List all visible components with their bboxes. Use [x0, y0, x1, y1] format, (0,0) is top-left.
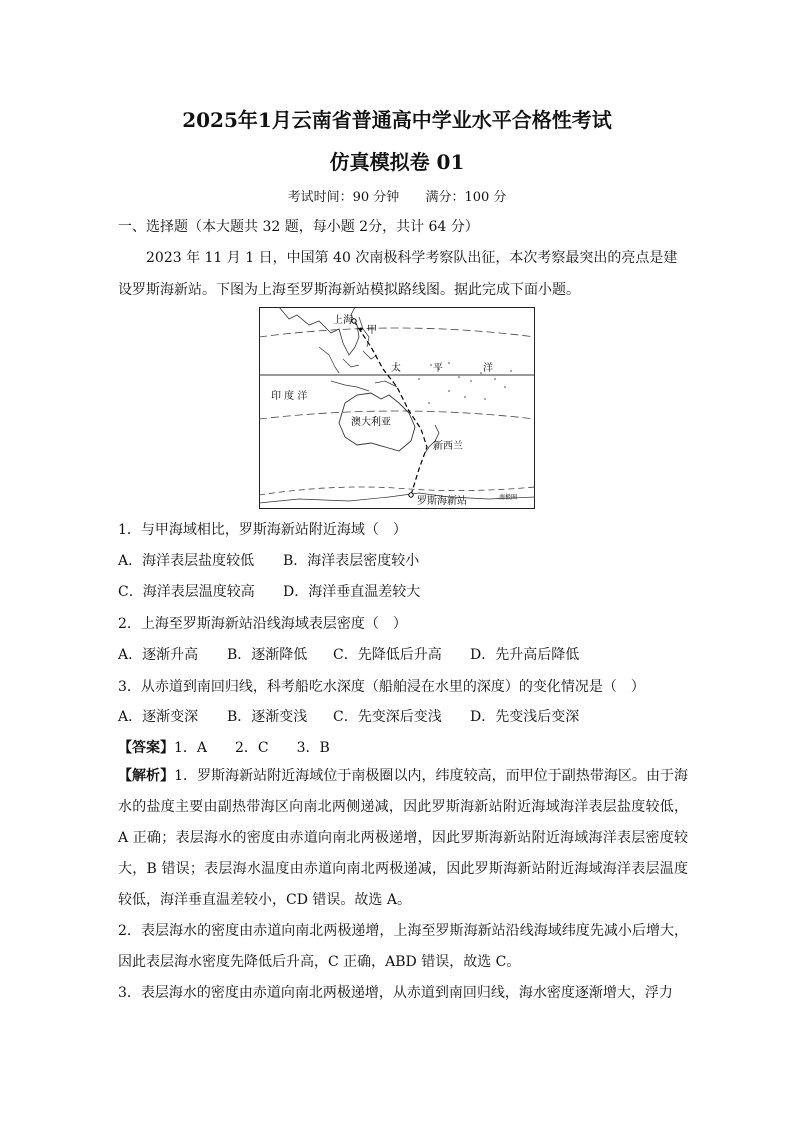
question-stem-line1: 2023 年 11 月 1 日，中国第 40 次南极科学考察队出征，本次考察最突出的亮点是建: [146, 250, 678, 266]
analysis-label: 【解析】: [118, 768, 175, 784]
full-score: 满分：100 分: [425, 190, 507, 205]
label-yang: 洋: [483, 363, 493, 374]
option-1d: D．海洋垂直温差较大: [283, 584, 421, 600]
option-3d: D．先变浅后变深: [470, 709, 580, 725]
question-1-options-row2: [118, 581, 688, 601]
jia-point: [360, 328, 363, 331]
label-new-zealand: 新西兰: [433, 441, 463, 452]
analysis-text-1: 1．罗斯海新站附近海域位于南极圈以内，纬度较高，而甲位于副热带海区。由于海水的盐度主要由副热带海区向南北两侧递减，因此罗斯海新站附近海域海洋表层盐度较低，A 正确；表层海水的密度由赤道向南北两极递增，因此罗斯海新站附近海域海洋表层密度较大，B 错误；表层海水温度由赤道向南北两极递减，因此罗斯海新站附近海域海洋表层温度较低，海洋垂直温差较小，CD 错误。故选 A。: [118, 768, 688, 908]
section-heading: 一、选择题（本大题共 32 题，每小题 2分，共计 64 分）: [118, 219, 479, 235]
question-1-stem: 1．与甲海域相比，罗斯海新站附近海域（ ）: [118, 522, 407, 538]
answer-text: 1．A 2．C 3．B: [174, 740, 330, 756]
option-2a: A．逐渐升高: [118, 647, 199, 663]
label-antarctic-circle: 南极圈: [499, 494, 518, 501]
option-3a: A．逐渐变深: [118, 709, 199, 725]
option-2c: C．先降低后升高: [333, 647, 442, 663]
label-ping: 平: [433, 363, 443, 374]
answer-label: 【答案】: [118, 740, 174, 756]
label-tai: 太: [391, 363, 401, 374]
route-map-figure: [259, 307, 535, 509]
label-jia: 甲: [367, 325, 377, 336]
option-3c: C．先变深后变浅: [333, 709, 442, 725]
option-2b: B．逐渐降低: [227, 647, 308, 663]
ross-station-point: [409, 493, 413, 497]
exam-subtitle: 仿真模拟卷 01: [329, 150, 465, 174]
exam-info: [0, 186, 794, 205]
exam-title: 2025年1月云南省普通高中学业水平合格性考试: [182, 108, 612, 132]
label-indian-ocean: 印 度 洋: [271, 391, 308, 402]
option-1b: B．海洋表层密度较小: [283, 553, 420, 569]
question-stem-line2: 设罗斯海新站。下图为上海至罗斯海新站模拟路线图。据此完成下面小题。: [118, 282, 580, 298]
exam-time: 考试时间：90 分钟: [287, 190, 400, 205]
label-shanghai: 上海: [333, 315, 353, 326]
question-2-options: [118, 644, 688, 664]
option-3b: B．逐渐变浅: [227, 709, 308, 725]
option-2d: D．先升高后降低: [470, 647, 580, 663]
option-1a: A．海洋表层盐度较低: [118, 553, 255, 569]
label-ross-station: 罗斯海新站: [417, 496, 467, 507]
answer-line: [118, 737, 688, 757]
label-australia: 澳大利亚: [351, 417, 391, 428]
question-1-options-row1: [118, 550, 688, 570]
option-1c: C．海洋表层温度较高: [118, 584, 255, 600]
analysis-paragraph-1: [118, 761, 688, 916]
analysis-paragraph-2: 2．表层海水的密度由赤道向南北两极递增，上海至罗斯海新站沿线海域纬度先减小后增大，因此表层海水密度先降低后升高，C 正确，ABD 错误，故选 C。: [118, 923, 688, 970]
question-2-stem: 2．上海至罗斯海新站沿线海域表层密度（ ）: [118, 616, 407, 632]
question-3-stem: 3．从赤道到南回归线，科考船吃水深度（船舶浸在水里的深度）的变化情况是（ ）: [118, 679, 645, 695]
analysis-paragraph-3: 3．表层海水的密度由赤道向南北两极递增，从赤道到南回归线，海水密度逐渐增大，浮力: [118, 985, 673, 1001]
question-3-options: [118, 706, 688, 726]
